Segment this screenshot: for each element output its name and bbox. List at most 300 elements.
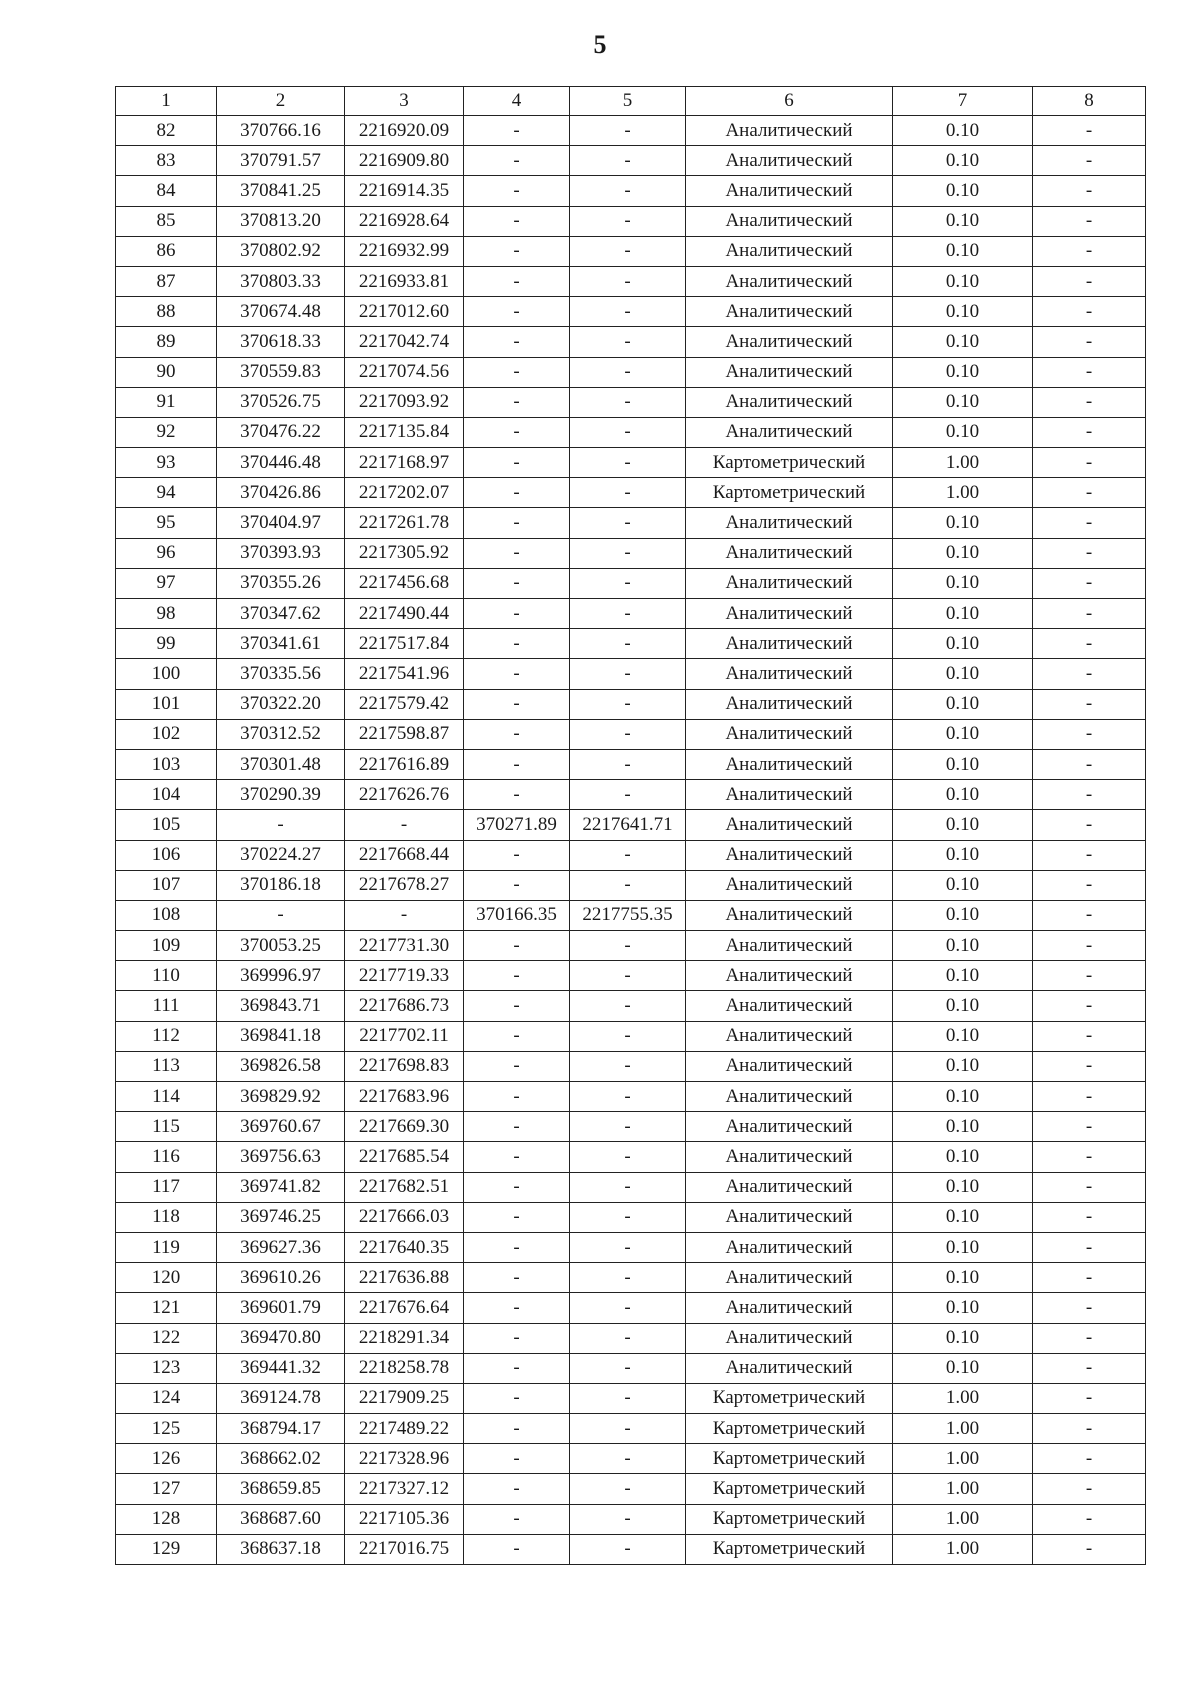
cell-method: Картометрический <box>686 1504 893 1534</box>
cell-note: - <box>1033 357 1146 387</box>
cell-x-coord: 369741.82 <box>217 1172 345 1202</box>
cell-accuracy: 0.10 <box>893 780 1033 810</box>
cell-point-number: 123 <box>116 1353 217 1383</box>
cell-accuracy: 0.10 <box>893 327 1033 357</box>
column-header-8: 8 <box>1033 87 1146 116</box>
cell-y-coord-alt: - <box>570 629 686 659</box>
cell-x-coord: 370526.75 <box>217 387 345 417</box>
cell-x-coord: 370335.56 <box>217 659 345 689</box>
table-row <box>116 236 1146 266</box>
cell-accuracy: 0.10 <box>893 146 1033 176</box>
cell-method: Аналитический <box>686 417 893 447</box>
table-row <box>116 689 1146 719</box>
cell-accuracy: 0.10 <box>893 870 1033 900</box>
cell-y-coord-alt: 2217755.35 <box>570 900 686 930</box>
cell-x-coord-alt: - <box>464 508 570 538</box>
cell-y-coord-alt: - <box>570 1504 686 1534</box>
cell-x-coord-alt: - <box>464 629 570 659</box>
cell-accuracy: 0.10 <box>893 176 1033 206</box>
cell-note: - <box>1033 1474 1146 1504</box>
cell-x-coord: 369124.78 <box>217 1383 345 1413</box>
cell-x-coord-alt: - <box>464 176 570 206</box>
cell-x-coord: 369756.63 <box>217 1142 345 1172</box>
cell-x-coord: 370355.26 <box>217 568 345 598</box>
cell-x-coord-alt: - <box>464 1414 570 1444</box>
table-row <box>116 1383 1146 1413</box>
cell-x-coord-alt: 370166.35 <box>464 900 570 930</box>
cell-note: - <box>1033 749 1146 779</box>
cell-point-number: 125 <box>116 1414 217 1444</box>
cell-y-coord-alt: - <box>570 1021 686 1051</box>
cell-x-coord: 368659.85 <box>217 1474 345 1504</box>
column-header-5: 5 <box>570 87 686 116</box>
cell-point-number: 124 <box>116 1383 217 1413</box>
cell-note: - <box>1033 508 1146 538</box>
table-row <box>116 1504 1146 1534</box>
table-row <box>116 1172 1146 1202</box>
table-row <box>116 599 1146 629</box>
cell-y-coord: 2217616.89 <box>345 749 464 779</box>
cell-method: Картометрический <box>686 1444 893 1474</box>
cell-y-coord: 2218291.34 <box>345 1323 464 1353</box>
cell-method: Аналитический <box>686 176 893 206</box>
cell-method: Аналитический <box>686 266 893 296</box>
cell-method: Аналитический <box>686 297 893 327</box>
cell-y-coord: 2217731.30 <box>345 931 464 961</box>
cell-point-number: 105 <box>116 810 217 840</box>
cell-method: Аналитический <box>686 236 893 266</box>
cell-x-coord: 368637.18 <box>217 1534 345 1564</box>
cell-accuracy: 0.10 <box>893 297 1033 327</box>
cell-method: Картометрический <box>686 448 893 478</box>
cell-note: - <box>1033 116 1146 146</box>
cell-accuracy: 1.00 <box>893 448 1033 478</box>
cell-method: Аналитический <box>686 689 893 719</box>
cell-note: - <box>1033 1112 1146 1142</box>
cell-x-coord: 370802.92 <box>217 236 345 266</box>
cell-point-number: 89 <box>116 327 217 357</box>
cell-method: Аналитический <box>686 538 893 568</box>
cell-y-coord-alt: - <box>570 508 686 538</box>
cell-accuracy: 0.10 <box>893 719 1033 749</box>
table-row <box>116 1534 1146 1564</box>
cell-point-number: 110 <box>116 961 217 991</box>
table-row <box>116 266 1146 296</box>
cell-note: - <box>1033 538 1146 568</box>
cell-note: - <box>1033 780 1146 810</box>
cell-x-coord-alt: - <box>464 961 570 991</box>
cell-x-coord: 370347.62 <box>217 599 345 629</box>
cell-point-number: 116 <box>116 1142 217 1172</box>
cell-x-coord: 370393.93 <box>217 538 345 568</box>
table-row <box>116 1353 1146 1383</box>
cell-x-coord-alt: - <box>464 1353 570 1383</box>
cell-method: Аналитический <box>686 810 893 840</box>
table-row <box>116 659 1146 689</box>
cell-point-number: 117 <box>116 1172 217 1202</box>
cell-x-coord: 370322.20 <box>217 689 345 719</box>
cell-y-coord-alt: - <box>570 659 686 689</box>
cell-x-coord: 369843.71 <box>217 991 345 1021</box>
cell-y-coord-alt: - <box>570 1474 686 1504</box>
cell-y-coord-alt: - <box>570 357 686 387</box>
cell-accuracy: 0.10 <box>893 749 1033 779</box>
cell-method: Аналитический <box>686 1112 893 1142</box>
cell-point-number: 91 <box>116 387 217 417</box>
cell-point-number: 90 <box>116 357 217 387</box>
cell-accuracy: 1.00 <box>893 1383 1033 1413</box>
cell-note: - <box>1033 1142 1146 1172</box>
cell-x-coord: 370766.16 <box>217 116 345 146</box>
cell-note: - <box>1033 1353 1146 1383</box>
cell-y-coord: 2217456.68 <box>345 568 464 598</box>
cell-x-coord: 369470.80 <box>217 1323 345 1353</box>
cell-y-coord: 2217305.92 <box>345 538 464 568</box>
cell-point-number: 108 <box>116 900 217 930</box>
table-row <box>116 1323 1146 1353</box>
table-row <box>116 1142 1146 1172</box>
cell-y-coord: 2217168.97 <box>345 448 464 478</box>
cell-note: - <box>1033 870 1146 900</box>
cell-note: - <box>1033 1082 1146 1112</box>
column-header-6: 6 <box>686 87 893 116</box>
cell-accuracy: 0.10 <box>893 236 1033 266</box>
cell-x-coord-alt: - <box>464 266 570 296</box>
cell-x-coord-alt: - <box>464 357 570 387</box>
table-row <box>116 1263 1146 1293</box>
table-row <box>116 448 1146 478</box>
cell-x-coord: 369610.26 <box>217 1263 345 1293</box>
cell-method: Аналитический <box>686 991 893 1021</box>
table-row <box>116 478 1146 508</box>
cell-note: - <box>1033 659 1146 689</box>
cell-y-coord: 2217328.96 <box>345 1444 464 1474</box>
cell-point-number: 104 <box>116 780 217 810</box>
cell-point-number: 101 <box>116 689 217 719</box>
cell-accuracy: 0.10 <box>893 900 1033 930</box>
cell-method: Аналитический <box>686 357 893 387</box>
cell-y-coord: 2217489.22 <box>345 1414 464 1444</box>
cell-accuracy: 0.10 <box>893 568 1033 598</box>
cell-point-number: 95 <box>116 508 217 538</box>
cell-point-number: 115 <box>116 1112 217 1142</box>
cell-accuracy: 0.10 <box>893 1051 1033 1081</box>
cell-point-number: 92 <box>116 417 217 447</box>
cell-point-number: 82 <box>116 116 217 146</box>
table-row <box>116 1232 1146 1262</box>
cell-point-number: 106 <box>116 840 217 870</box>
cell-note: - <box>1033 1414 1146 1444</box>
cell-note: - <box>1033 448 1146 478</box>
cell-x-coord: 370290.39 <box>217 780 345 810</box>
table-row <box>116 961 1146 991</box>
cell-method: Аналитический <box>686 900 893 930</box>
cell-x-coord-alt: - <box>464 1202 570 1232</box>
cell-y-coord-alt: - <box>570 1172 686 1202</box>
cell-y-coord-alt: - <box>570 206 686 236</box>
cell-method: Аналитический <box>686 1323 893 1353</box>
cell-y-coord: 2217666.03 <box>345 1202 464 1232</box>
table-row <box>116 357 1146 387</box>
coordinates-table <box>115 86 1146 1565</box>
table-row <box>116 1444 1146 1474</box>
cell-note: - <box>1033 900 1146 930</box>
cell-accuracy: 0.10 <box>893 931 1033 961</box>
cell-note: - <box>1033 387 1146 417</box>
cell-x-coord: 370674.48 <box>217 297 345 327</box>
cell-x-coord: 370476.22 <box>217 417 345 447</box>
cell-accuracy: 0.10 <box>893 508 1033 538</box>
cell-note: - <box>1033 236 1146 266</box>
cell-x-coord: 369601.79 <box>217 1293 345 1323</box>
cell-point-number: 85 <box>116 206 217 236</box>
cell-x-coord-alt: - <box>464 1444 570 1474</box>
cell-y-coord-alt: - <box>570 1142 686 1172</box>
cell-note: - <box>1033 266 1146 296</box>
cell-y-coord: 2217669.30 <box>345 1112 464 1142</box>
cell-y-coord: 2217640.35 <box>345 1232 464 1262</box>
cell-y-coord-alt: - <box>570 1444 686 1474</box>
cell-y-coord-alt: - <box>570 599 686 629</box>
cell-note: - <box>1033 1232 1146 1262</box>
cell-x-coord: 369746.25 <box>217 1202 345 1232</box>
cell-x-coord: 369760.67 <box>217 1112 345 1142</box>
cell-x-coord: 369996.97 <box>217 961 345 991</box>
cell-accuracy: 0.10 <box>893 961 1033 991</box>
cell-method: Аналитический <box>686 749 893 779</box>
table-row <box>116 1112 1146 1142</box>
cell-y-coord-alt: - <box>570 870 686 900</box>
column-header-3: 3 <box>345 87 464 116</box>
cell-x-coord-alt: - <box>464 116 570 146</box>
cell-point-number: 129 <box>116 1534 217 1564</box>
cell-x-coord-alt: - <box>464 1323 570 1353</box>
cell-note: - <box>1033 176 1146 206</box>
cell-x-coord: 368687.60 <box>217 1504 345 1534</box>
cell-method: Картометрический <box>686 1414 893 1444</box>
cell-x-coord-alt: - <box>464 870 570 900</box>
cell-x-coord: 370841.25 <box>217 176 345 206</box>
table-row <box>116 1202 1146 1232</box>
cell-y-coord-alt: - <box>570 1323 686 1353</box>
cell-x-coord: 370312.52 <box>217 719 345 749</box>
cell-x-coord-alt: - <box>464 297 570 327</box>
cell-y-coord: 2217074.56 <box>345 357 464 387</box>
cell-y-coord-alt: - <box>570 236 686 266</box>
cell-point-number: 127 <box>116 1474 217 1504</box>
cell-note: - <box>1033 1051 1146 1081</box>
cell-y-coord: 2217541.96 <box>345 659 464 689</box>
cell-y-coord-alt: - <box>570 1202 686 1232</box>
cell-y-coord: 2217012.60 <box>345 297 464 327</box>
cell-note: - <box>1033 297 1146 327</box>
page-number: 5 <box>593 30 607 59</box>
cell-y-coord: 2217636.88 <box>345 1263 464 1293</box>
cell-note: - <box>1033 599 1146 629</box>
cell-y-coord-alt: - <box>570 1051 686 1081</box>
cell-x-coord: 370301.48 <box>217 749 345 779</box>
cell-method: Аналитический <box>686 840 893 870</box>
table-row <box>116 176 1146 206</box>
cell-y-coord: 2217676.64 <box>345 1293 464 1323</box>
cell-x-coord-alt: - <box>464 1112 570 1142</box>
cell-point-number: 102 <box>116 719 217 749</box>
table-row <box>116 719 1146 749</box>
cell-method: Аналитический <box>686 1142 893 1172</box>
cell-accuracy: 0.10 <box>893 689 1033 719</box>
cell-accuracy: 0.10 <box>893 1323 1033 1353</box>
cell-method: Картометрический <box>686 1534 893 1564</box>
cell-y-coord-alt: 2217641.71 <box>570 810 686 840</box>
cell-note: - <box>1033 1534 1146 1564</box>
cell-point-number: 88 <box>116 297 217 327</box>
cell-point-number: 84 <box>116 176 217 206</box>
table-row <box>116 1414 1146 1444</box>
cell-accuracy: 1.00 <box>893 1504 1033 1534</box>
cell-y-coord-alt: - <box>570 1263 686 1293</box>
cell-y-coord: - <box>345 810 464 840</box>
table-row <box>116 780 1146 810</box>
column-header-1: 1 <box>116 87 217 116</box>
cell-accuracy: 1.00 <box>893 1414 1033 1444</box>
cell-accuracy: 1.00 <box>893 478 1033 508</box>
cell-method: Аналитический <box>686 599 893 629</box>
cell-method: Аналитический <box>686 780 893 810</box>
cell-y-coord-alt: - <box>570 327 686 357</box>
cell-point-number: 100 <box>116 659 217 689</box>
cell-accuracy: 0.10 <box>893 1293 1033 1323</box>
cell-accuracy: 0.10 <box>893 266 1033 296</box>
cell-x-coord-alt: - <box>464 1474 570 1504</box>
cell-x-coord-alt: - <box>464 1051 570 1081</box>
cell-x-coord-alt: - <box>464 749 570 779</box>
cell-accuracy: 0.10 <box>893 810 1033 840</box>
table-row <box>116 629 1146 659</box>
cell-method: Картометрический <box>686 478 893 508</box>
cell-y-coord-alt: - <box>570 1082 686 1112</box>
cell-y-coord: 2217909.25 <box>345 1383 464 1413</box>
cell-note: - <box>1033 478 1146 508</box>
cell-note: - <box>1033 1263 1146 1293</box>
cell-point-number: 112 <box>116 1021 217 1051</box>
cell-point-number: 99 <box>116 629 217 659</box>
cell-method: Аналитический <box>686 1232 893 1262</box>
cell-y-coord-alt: - <box>570 991 686 1021</box>
cell-note: - <box>1033 206 1146 236</box>
cell-method: Аналитический <box>686 1202 893 1232</box>
cell-x-coord: 369841.18 <box>217 1021 345 1051</box>
cell-method: Картометрический <box>686 1383 893 1413</box>
cell-y-coord: - <box>345 900 464 930</box>
table-row <box>116 749 1146 779</box>
cell-method: Аналитический <box>686 659 893 689</box>
cell-note: - <box>1033 1323 1146 1353</box>
cell-accuracy: 0.10 <box>893 1263 1033 1293</box>
cell-y-coord-alt: - <box>570 568 686 598</box>
cell-y-coord-alt: - <box>570 689 686 719</box>
cell-accuracy: 1.00 <box>893 1474 1033 1504</box>
cell-accuracy: 0.10 <box>893 357 1033 387</box>
cell-x-coord: 370446.48 <box>217 448 345 478</box>
cell-accuracy: 1.00 <box>893 1534 1033 1564</box>
cell-note: - <box>1033 991 1146 1021</box>
cell-y-coord-alt: - <box>570 961 686 991</box>
cell-note: - <box>1033 1202 1146 1232</box>
cell-accuracy: 0.10 <box>893 538 1033 568</box>
cell-point-number: 97 <box>116 568 217 598</box>
cell-y-coord-alt: - <box>570 176 686 206</box>
cell-x-coord-alt: - <box>464 206 570 236</box>
table-row <box>116 900 1146 930</box>
cell-x-coord: 370559.83 <box>217 357 345 387</box>
table-row <box>116 1051 1146 1081</box>
cell-x-coord-alt: - <box>464 568 570 598</box>
cell-y-coord: 2216928.64 <box>345 206 464 236</box>
cell-x-coord: 370791.57 <box>217 146 345 176</box>
cell-x-coord-alt: - <box>464 1232 570 1262</box>
cell-y-coord: 2217719.33 <box>345 961 464 991</box>
cell-accuracy: 0.10 <box>893 1353 1033 1383</box>
cell-accuracy: 0.10 <box>893 629 1033 659</box>
cell-x-coord-alt: - <box>464 659 570 689</box>
cell-x-coord: 368794.17 <box>217 1414 345 1444</box>
cell-x-coord: 369441.32 <box>217 1353 345 1383</box>
cell-note: - <box>1033 931 1146 961</box>
cell-accuracy: 0.10 <box>893 387 1033 417</box>
table-row <box>116 417 1146 447</box>
header-row <box>116 87 1146 116</box>
table-row <box>116 116 1146 146</box>
cell-method: Аналитический <box>686 870 893 900</box>
table-row <box>116 327 1146 357</box>
cell-method: Аналитический <box>686 1082 893 1112</box>
cell-point-number: 122 <box>116 1323 217 1353</box>
cell-note: - <box>1033 719 1146 749</box>
cell-y-coord: 2217626.76 <box>345 780 464 810</box>
cell-y-coord: 2217685.54 <box>345 1142 464 1172</box>
cell-x-coord: - <box>217 810 345 840</box>
cell-y-coord-alt: - <box>570 1353 686 1383</box>
cell-point-number: 98 <box>116 599 217 629</box>
cell-method: Аналитический <box>686 206 893 236</box>
table-row <box>116 206 1146 236</box>
cell-accuracy: 0.10 <box>893 659 1033 689</box>
cell-y-coord-alt: - <box>570 780 686 810</box>
table-row <box>116 1293 1146 1323</box>
cell-x-coord: 370813.20 <box>217 206 345 236</box>
cell-y-coord: 2217678.27 <box>345 870 464 900</box>
cell-method: Аналитический <box>686 568 893 598</box>
cell-accuracy: 0.10 <box>893 1142 1033 1172</box>
table-row <box>116 387 1146 417</box>
cell-note: - <box>1033 810 1146 840</box>
cell-accuracy: 0.10 <box>893 417 1033 447</box>
cell-point-number: 94 <box>116 478 217 508</box>
cell-method: Картометрический <box>686 1474 893 1504</box>
cell-note: - <box>1033 840 1146 870</box>
cell-accuracy: 0.10 <box>893 206 1033 236</box>
cell-x-coord: 369829.92 <box>217 1082 345 1112</box>
cell-x-coord: 368662.02 <box>217 1444 345 1474</box>
cell-y-coord-alt: - <box>570 448 686 478</box>
table-row <box>116 931 1146 961</box>
cell-y-coord: 2218258.78 <box>345 1353 464 1383</box>
cell-accuracy: 0.10 <box>893 1112 1033 1142</box>
column-header-2: 2 <box>217 87 345 116</box>
cell-point-number: 109 <box>116 931 217 961</box>
cell-y-coord: 2217202.07 <box>345 478 464 508</box>
cell-method: Аналитический <box>686 508 893 538</box>
